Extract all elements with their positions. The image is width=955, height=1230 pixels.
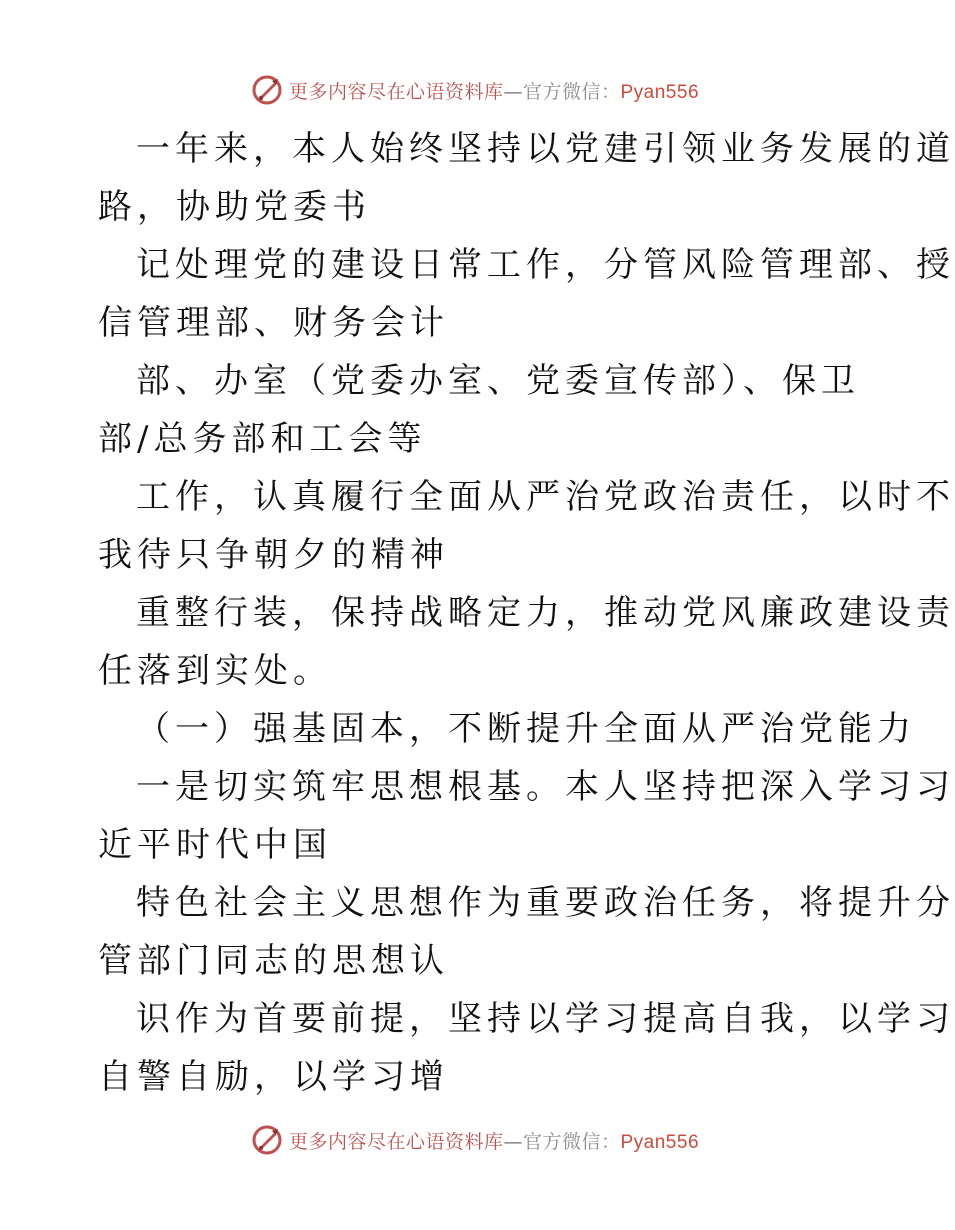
text-line: 一年来，本人始终坚持以党建引领业务发展的道 xyxy=(136,129,955,169)
quill-pen-logo-icon xyxy=(251,74,283,106)
footer-brand-text xyxy=(289,1127,699,1154)
text-line: 我待只争朝夕的精神 xyxy=(98,535,449,575)
text-line: 工作，认真履行全面从严治党政治责任，以时不 xyxy=(136,477,955,517)
text-line: 任落到实处。 xyxy=(98,651,332,691)
wechat-label: 官方微信： xyxy=(522,80,621,103)
brand-name: 更多内容尽在心语资料库 xyxy=(288,80,504,103)
text-line: 部、办室（党委办室、党委宣传部）、保卫 xyxy=(136,361,860,401)
text-line: 自警自励，以学习增 xyxy=(98,1057,449,1097)
text-line: 信管理部、财务会计 xyxy=(98,303,449,343)
header-brand-text xyxy=(289,77,699,104)
document-body xyxy=(98,120,955,1106)
text-line: 一是切实筑牢思想根基。本人坚持把深入学习习 xyxy=(136,767,955,807)
text-line: 特色社会主义思想作为重要政治任务，将提升分 xyxy=(136,883,955,923)
text-line: 近平时代中国 xyxy=(98,825,332,865)
text-line: 管部门同志的思想认 xyxy=(98,941,449,981)
quill-pen-logo-icon xyxy=(251,1124,283,1156)
text-line: 路，协助党委书 xyxy=(98,187,371,227)
header-brand xyxy=(251,74,699,106)
text-line: 识作为首要前提，坚持以学习提高自我，以学习 xyxy=(136,999,955,1039)
text-line: 部/总务部和工会等 xyxy=(98,419,427,459)
wechat-id: Pyan556 xyxy=(620,81,700,103)
wechat-label: 官方微信： xyxy=(522,1130,621,1153)
brand-separator: — xyxy=(503,1130,523,1153)
wechat-id: Pyan556 xyxy=(620,1131,700,1153)
text-line: 记处理党的建设日常工作，分管风险管理部、授 xyxy=(136,245,955,285)
text-line: 重整行装，保持战略定力，推动党风廉政建设责 xyxy=(136,593,955,633)
page-header xyxy=(0,70,950,110)
brand-separator: — xyxy=(503,80,523,103)
brand-name: 更多内容尽在心语资料库 xyxy=(288,1130,504,1153)
page-footer xyxy=(0,1120,950,1160)
footer-brand xyxy=(251,1124,699,1156)
section-heading: （一）强基固本，不断提升全面从严治党能力 xyxy=(136,709,916,749)
